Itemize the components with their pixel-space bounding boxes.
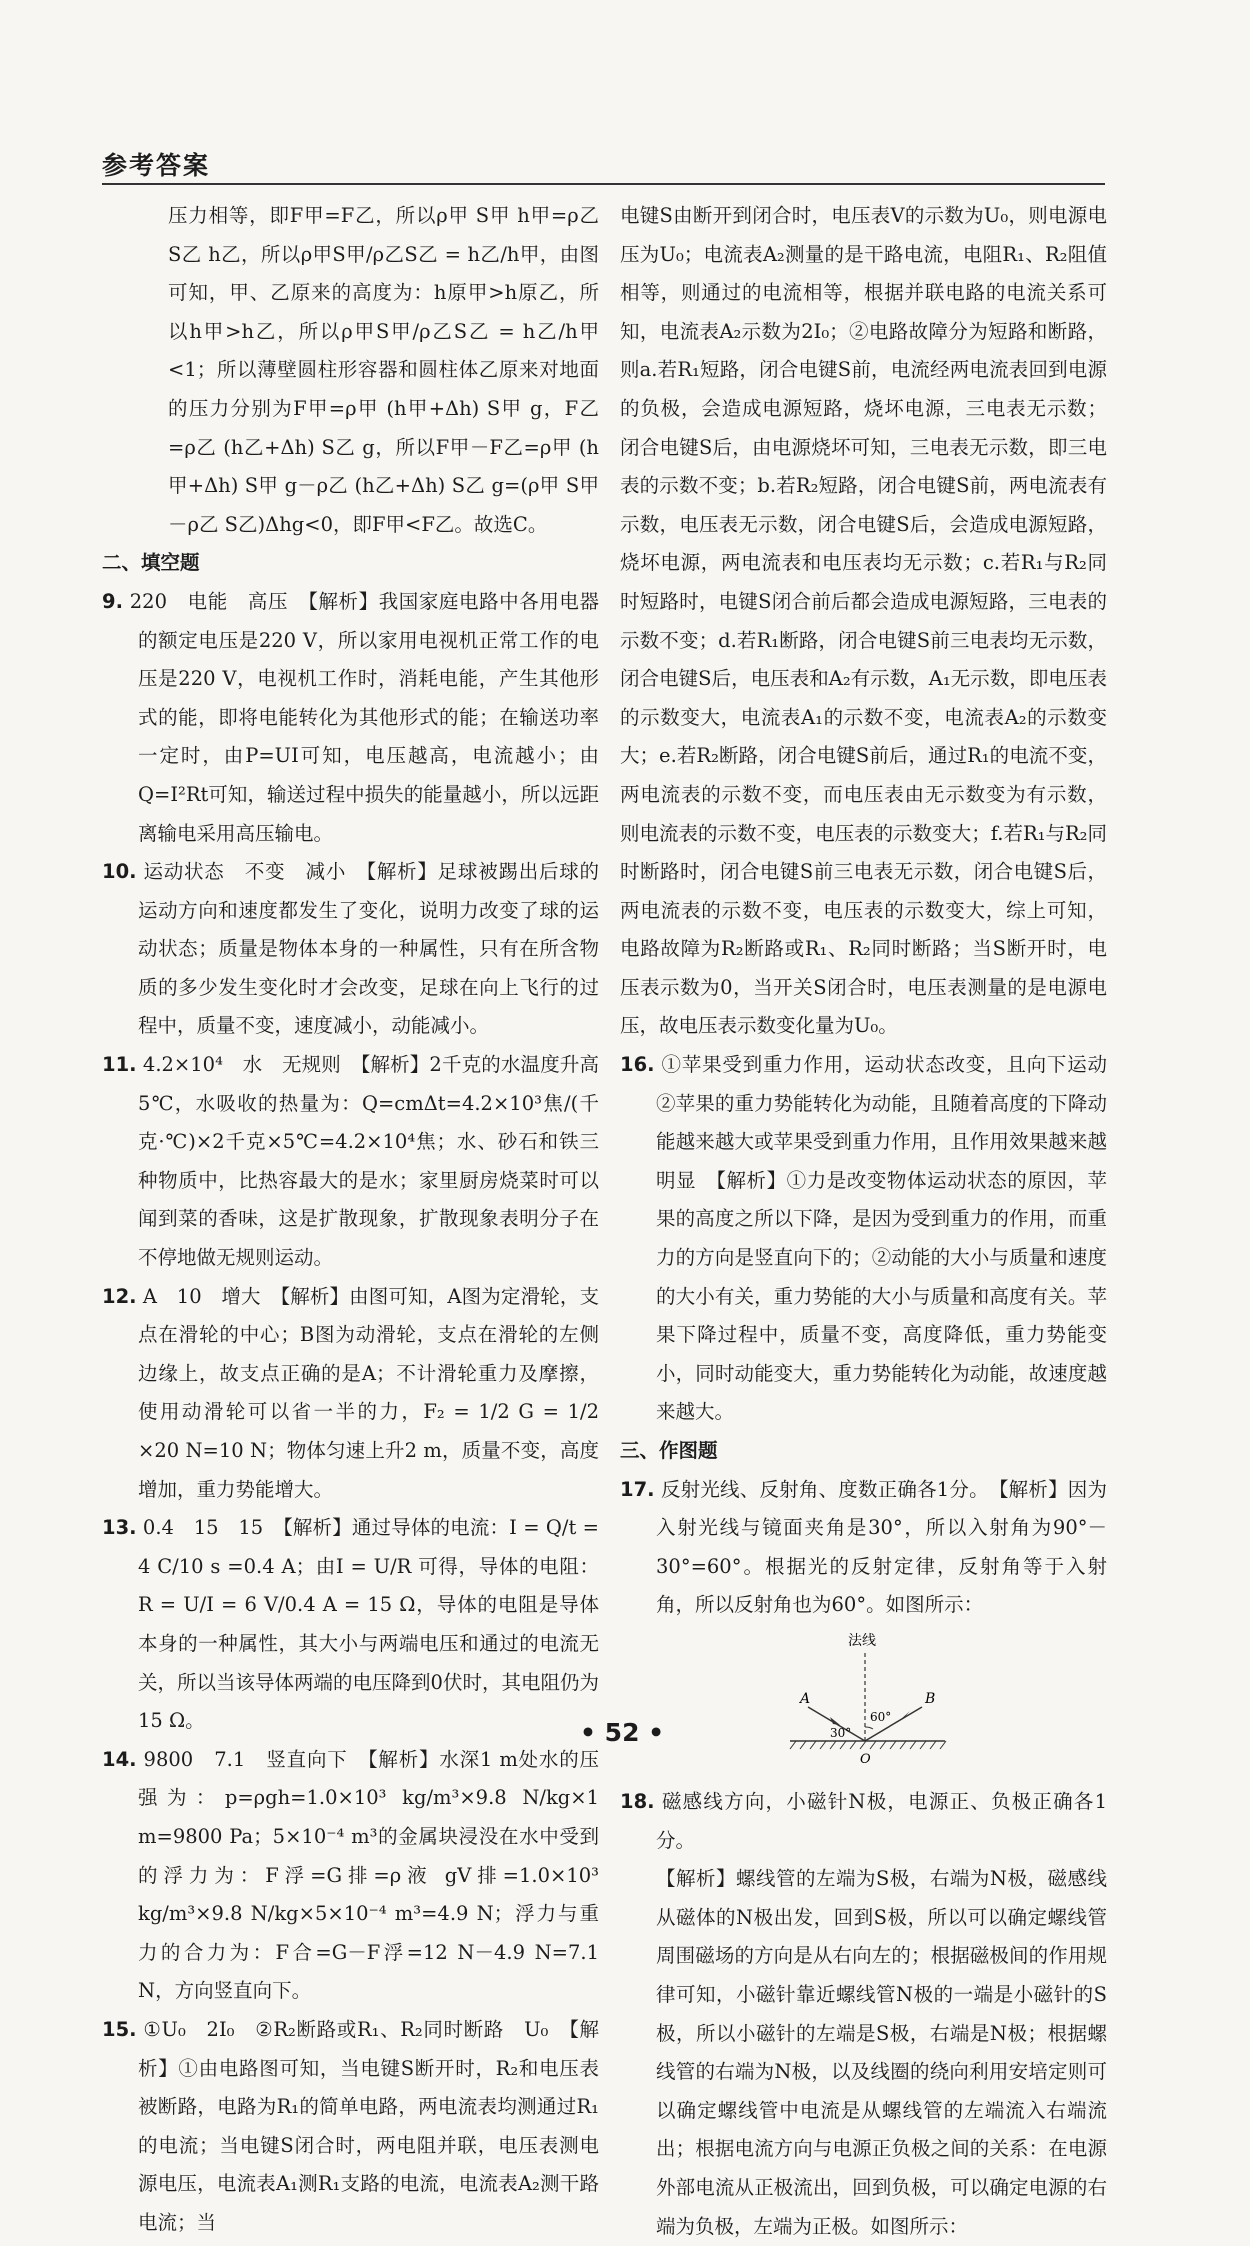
- answer-text: ①U₀ 2I₀ ②R₂断路或R₁、R₂同时断路 U₀ 【解析】①由电路图可知，当电键S断开时，R₂和电压表被断路，电路为R₁的简单电路，两电流表均测通过R₁的电流；当电键S闭合时，两电阻并联，电压表测电源电压，电流表A₁测R₁支路的电流，电流表A₂测干路电流；当: [138, 2017, 599, 2234]
- answer-text: 0.4 15 15 【解析】通过导体的电流：I = Q/t = 4 C/10 s =0.4 A；由I = U/R 可得，导体的电阻：R = U/I = 6 V/0.4 A = 15 Ω，导体的电阻是导体本身的一种属性，其大小与两端电压和通过的电流无关，所以当该导体两端的电压降到0伏时，其电阻仍为15 Ω。: [138, 1516, 599, 1733]
- continued-answer-15: 电键S由断开到闭合时，电压表V的示数为U₀，则电源电压为U₀；电流表A₂测量的是干路电流，电阻R₁、R₂阻值相等，则通过的电流相等，根据并联电路的电流关系可知，电流表A₂示数为2I₀；②电路故障分为短路和断路，则a.若R₁短路，闭合电键S前，电流经两电流表回到电源的负极，会造成电源短路，烧坏电源，三电表无示数；闭合电键S后，由电源烧坏可知，三电表无示数，即三电表的示数不变；b.若R₂短路，闭合电键S前，两电流表有示数，电压表无示数，闭合电键S后，会造成电源短路，烧坏电源，两电流表和电压表均无示数；c.若R₁与R₂同时短路时，电键S闭合前后都会造成电源短路，三电表的示数不变；d.若R₁断路，闭合电键S前三电表均无示数，闭合电键S后，电压表和A₂有示数，A₁无示数，即电压表的示数变大，电流表A₁的示数不变，电流表A₂的示数变大；e.若R₂断路，闭合电键S前后，通过R₁的电流不变，两电流表的示数不变，而电压表由无示数变为有示数，则电流表的示数不变，电压表的示数变大；f.若R₁与R₂同时断路时，闭合电键S前三电表无示数，闭合电键S后，两电流表的示数不变，电压表的示数变大，综上可知，电路故障为R₂断路或R₁、R₂同时断路；当S断开时，电压表示数为0，当开关S闭合时，电压表测量的是电源电压，故电压表示数变化量为U₀。: [620, 204, 1107, 1038]
- question-number: 9.: [102, 589, 123, 613]
- answer-text: 反射光线、反射角、度数正确各1分。 【解析】因为入射光线与镜面夹角是30°，所以入射角为90°－30°=60°。根据光的反射定律，反射角等于入射角，所以反射角也为60°。如图所示：: [656, 1477, 1107, 1617]
- answer-16: [620, 1046, 1127, 1432]
- answer-10: [102, 853, 599, 1046]
- question-number: 14.: [102, 1747, 137, 1771]
- header-rule: [102, 183, 1105, 185]
- angle-60-label: 60°: [870, 1709, 892, 1724]
- question-number: 10.: [102, 860, 137, 884]
- label-o: O: [860, 1751, 871, 1767]
- reflection-diagram: [770, 1629, 970, 1779]
- answer-12: [102, 1278, 599, 1510]
- mirror-hatching: [790, 1741, 946, 1749]
- section-fill-in: 二、填空题: [102, 551, 200, 575]
- answer-18-analysis: 【解析】螺线管的左端为S极，右端为N极，磁感线从磁体的N极出发，回到S极，所以可以确定螺线管周围磁场的方向是从右向左的；根据磁极间的作用规律可知，小磁针靠近螺线管N极的一端是小磁针的S极，所以小磁针的左端是S极，右端是N极；根据螺线管的右端为N极，以及线圈的绕向利用安培定则可以确定螺线管中电流是从螺线管的左端流入右端流出；根据电流方向与电源正负极之间的关系：在电源外部电流从正极流出，回到负极，可以确定电源的右端为负极，左端为正极。如图所示：: [656, 1867, 1107, 2238]
- answer-14: [102, 1741, 599, 2011]
- question-number: 15.: [102, 2017, 137, 2041]
- question-number: 12.: [102, 1284, 137, 1308]
- right-column: [620, 197, 1127, 2246]
- question-number: 13.: [102, 1516, 137, 1540]
- label-a: A: [800, 1690, 811, 1707]
- answer-17: [620, 1471, 1107, 1625]
- question-number: 18.: [620, 1789, 655, 1813]
- page-number: • 52 •: [580, 1718, 665, 1747]
- answer-text: ①苹果受到重力作用，运动状态改变，且向下运动 ②苹果的重力势能转化为动能，且随着高度的下降动能越来越大或苹果受到重力作用，且作用效果越来越明显 【解析】①力是改变物体运动状态的原因，苹果的高度之所以下降，是因为受到重力的作用，而重力的方向是竖直向下的；②动能的大小与质量和速度的大小有关，重力势能的大小与质量和高度有关。苹果下降过程中，质量不变，高度降低，重力势能变小，同时动能变大，重力势能转化为动能，故速度越来越大。: [656, 1053, 1127, 1424]
- section-drawing: 三、作图题: [620, 1439, 718, 1462]
- continued-answer-8: 压力相等，即F甲=F乙，所以ρ甲 S甲 h甲=ρ乙 S乙 h乙，所以ρ甲S甲/ρ乙S乙 = h乙/h甲，由图可知，甲、乙原来的高度为：h原甲>h原乙，所以h甲>h乙，所以ρ甲S甲/ρ乙S乙 = h乙/h甲 <1；所以薄壁圆柱形容器和圆柱体乙原来对地面的压力分别为F甲=ρ甲 (h甲+Δh) S甲 g，F乙=ρ乙 (h乙+Δh) S乙 g，所以F甲－F乙=ρ甲 (h甲+Δh) S甲 g－ρ乙 (h乙+Δh) S乙 g=(ρ甲 S甲－ρ乙 S乙)Δhg<0，即F甲<F乙。故选C。: [168, 204, 599, 536]
- answer-18: [620, 1783, 1107, 1860]
- answer-text: 运动状态 不变 减小 【解析】足球被踢出后球的运动方向和速度都发生了变化，说明力改变了球的运动状态；质量是物体本身的一种属性，只有在所含物质的多少发生变化时才会改变，足球在向上飞行的过程中，质量不变，速度减小，动能减小。: [138, 860, 599, 1038]
- normal-line-label: 法线: [848, 1632, 876, 1649]
- answer-text: 220 电能 高压 【解析】我国家庭电路中各用电器的额定电压是220 V，所以家用电视机正常工作的电压是220 V，电视机工作时，消耗电能，产生其他形式的能，即将电能转化为其他形式的能；在输送功率一定时，由P=UI可知，电压越高，电流越小；由Q=I²Rt可知，输送过程中损失的能量越小，所以远距离输电采用高压输电。: [129, 589, 599, 845]
- answer-text: 4.2×10⁴ 水 无规则 【解析】2千克的水温度升高5℃，水吸收的热量为：Q=cmΔt=4.2×10³焦/(千克·℃)×2千克×5℃=4.2×10⁴焦；水、砂石和铁三种物质中，比热容最大的是水；家里厨房烧菜时可以闻到菜的香味，这是扩散现象，扩散现象表明分子在不停地做无规则运动。: [138, 1053, 600, 1270]
- angle-arc-60: [865, 1727, 873, 1729]
- question-number: 16.: [620, 1053, 655, 1077]
- answer-15: [102, 2011, 599, 2243]
- answer-13: [102, 1509, 599, 1741]
- answer-text: 磁感线方向，小磁针N极，电源正、负极正确各1分。: [656, 1789, 1107, 1852]
- angle-30-label: 30°: [830, 1725, 852, 1740]
- question-number: 17.: [620, 1477, 655, 1501]
- left-column: [102, 197, 599, 2242]
- answer-9: [102, 583, 599, 853]
- label-b: B: [925, 1690, 936, 1707]
- answer-11: [102, 1046, 599, 1278]
- question-number: 11.: [102, 1053, 137, 1077]
- page-header-title: 参考答案: [102, 151, 211, 180]
- answer-text: A 10 增大 【解析】由图可知，A图为定滑轮，支点在滑轮的中心；B图为动滑轮，支点在滑轮的左侧边缘上，故支点正确的是A；不计滑轮重力及摩擦，使用动滑轮可以省一半的力，F₂ = 1/2 G = 1/2 ×20 N=10 N；物体匀速上升2 m，质量不变，高度增加，重力势能增大。: [138, 1284, 600, 1501]
- answer-text: 9800 7.1 竖直向下 【解析】水深1 m处水的压强为：p=ρgh=1.0×10³ kg/m³×9.8 N/kg×1 m=9800 Pa；5×10⁻⁴ m³的金属块浸没在水中受到的浮力为：F浮=G排=ρ液 gV排=1.0×10³ kg/m³×9.8 N/kg×5×10⁻⁴ m³=4.9 N；浮力与重力的合力为：F合=G－F浮=12 N－4.9 N=7.1 N，方向竖直向下。: [138, 1747, 599, 2003]
